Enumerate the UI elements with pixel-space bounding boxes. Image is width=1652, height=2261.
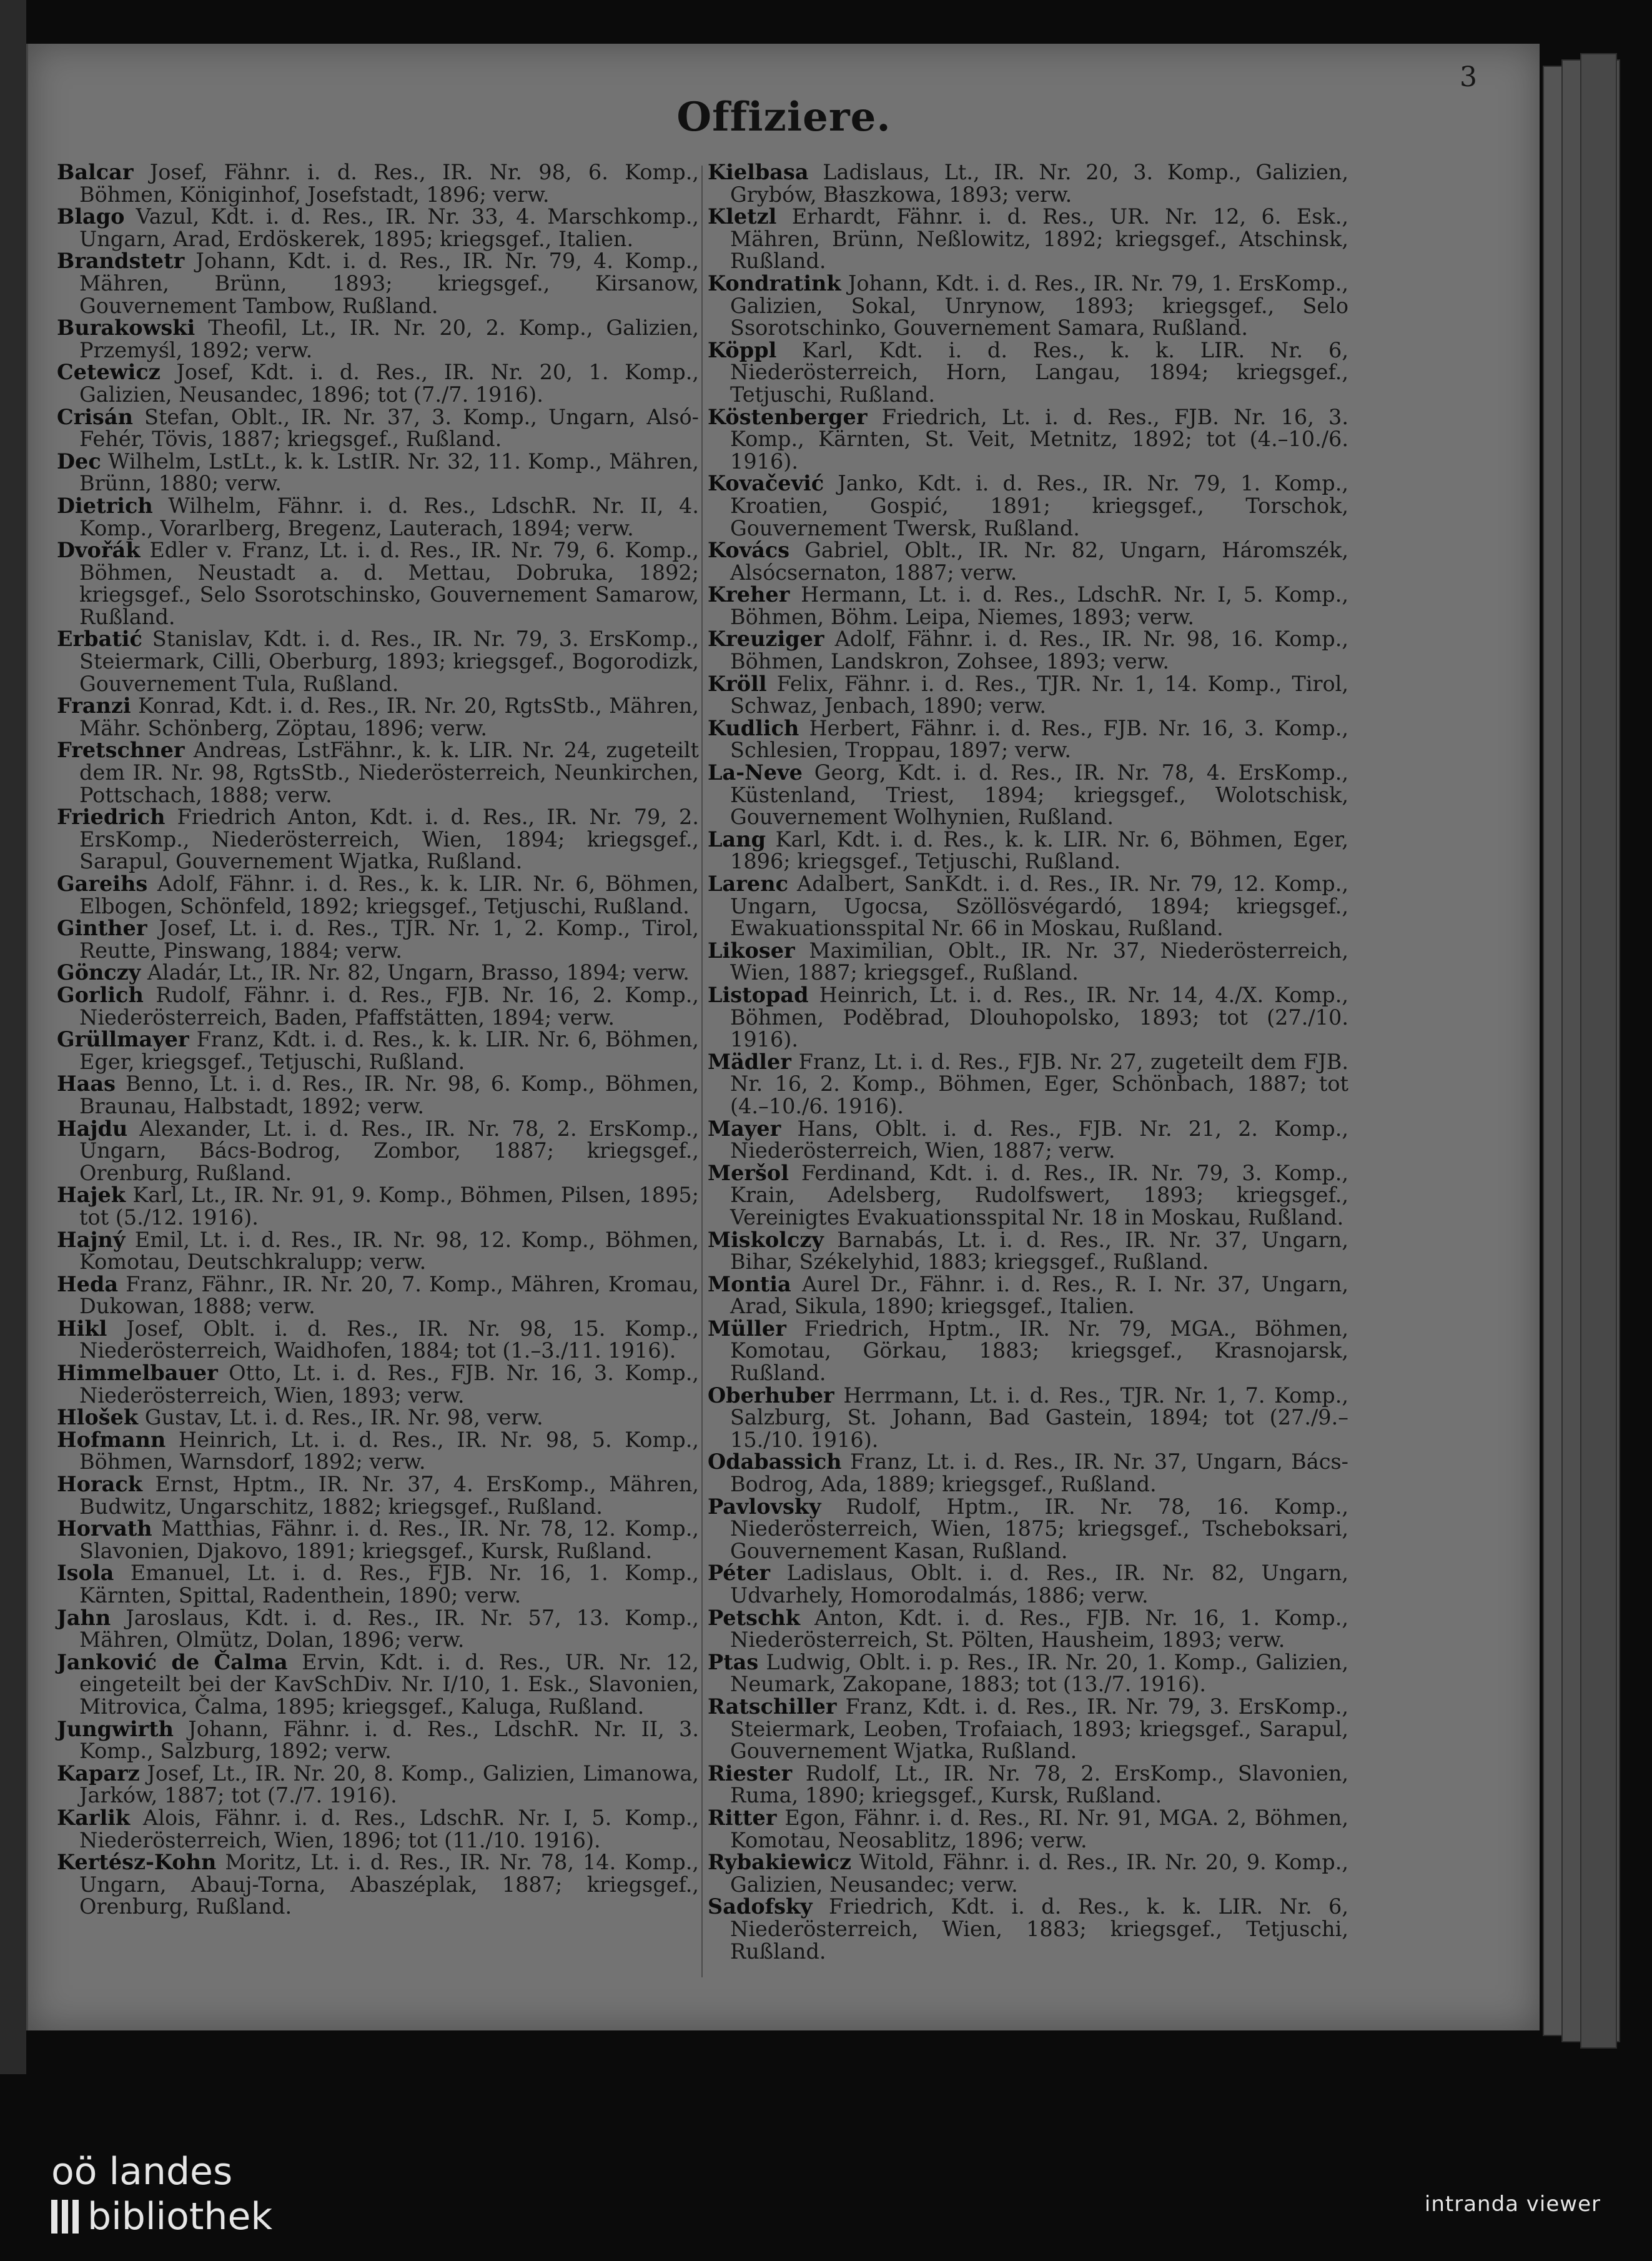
officer-name: Kaparz (57, 1761, 140, 1786)
officer-details: Moritz, Lt. i. d. Res., IR. Nr. 78, 14. Komp., Ungarn, Abauj-Torna, Abaszéplak, 1887; kriegsgef., Orenburg, Rußland. (79, 1850, 699, 1919)
officer-name: La-Neve (708, 760, 803, 785)
officer-entry (708, 1118, 1348, 1162)
officer-name: Larenc (708, 872, 788, 896)
officer-name: Franzi (57, 693, 131, 718)
viewer-label[interactable]: intranda viewer (1424, 2192, 1601, 2217)
officer-entry (57, 1184, 699, 1228)
officer-details: Emil, Lt. i. d. Res., IR. Nr. 98, 12. Komp., Böhmen, Komotau, Deutschkralupp; verw. (79, 1227, 699, 1275)
officer-name: Kröll (708, 671, 767, 696)
officer-details: Karl, Kdt. i. d. Res., k. k. LIR. Nr. 6, Niederösterreich, Horn, Langau, 1894; kriegsgef., Tetjuschi, Rußland. (730, 337, 1348, 407)
officer-entry (708, 1273, 1348, 1318)
officer-entry (57, 917, 699, 962)
officer-name: Jahn (57, 1605, 111, 1630)
officer-details: Ladislaus, Lt., IR. Nr. 20, 3. Komp., Galizien, Grybów, Błaszkowa, 1893; verw. (730, 160, 1348, 207)
officer-details: Wilhelm, LstLt., k. k. LstIR. Nr. 32, 11. Komp., Mähren, Brünn, 1880; verw. (79, 449, 699, 496)
officer-name: Gönczy (57, 960, 141, 985)
officer-entry (708, 873, 1348, 940)
officer-name: Kreher (708, 582, 790, 607)
officer-entry (57, 1406, 699, 1429)
officer-entry (708, 762, 1348, 828)
officer-name: Hikl (57, 1316, 107, 1341)
officer-details: Matthias, Fähnr. i. d. Res., IR. Nr. 78, 12. Komp., Slavonien, Djakovo, 1891; kriegsgef., Kursk, Rußland. (79, 1516, 699, 1563)
officer-entry (57, 984, 699, 1028)
officer-details: Ludwig, Oblt. i. p. Res., IR. Nr. 20, 1. Komp., Galizien, Neumark, Zakopane, 1883; tot (13./7. 1916). (730, 1649, 1348, 1697)
officer-details: Josef, Oblt. i. d. Res., IR. Nr. 98, 15. Komp., Niederösterreich, Waidhofen, 1884; tot (1.–3./11. 1916). (79, 1316, 699, 1363)
officer-details: Karl, Lt., IR. Nr. 91, 9. Komp., Böhmen, Pilsen, 1895; tot (5./12. 1916). (79, 1183, 699, 1230)
officer-entry (708, 1229, 1348, 1273)
officer-entry (57, 250, 699, 317)
officer-details: Edler v. Franz, Lt. i. d. Res., IR. Nr. 79, 6. Komp., Böhmen, Neustadt a. d. Mettau, Dobruka, 1892; kriegsgef., Selo Ssorotschinsko, Gouvernement Samarow, Rußland. (79, 538, 699, 629)
officer-name: Hofmann (57, 1427, 166, 1452)
officer-entry (57, 1807, 699, 1851)
officer-name: Jungwirth (57, 1716, 174, 1741)
officer-entry (708, 940, 1348, 984)
officer-details: Vazul, Kdt. i. d. Res., IR. Nr. 33, 4. Marschkomp., Ungarn, Arad, Erdöskerek, 1895; kriegsgef., Italien. (79, 204, 699, 251)
officer-details: Johann, Fähnr. i. d. Res., LdschR. Nr. II, 3. Komp., Salzburg, 1892; verw. (79, 1716, 699, 1764)
officer-name: Montia (708, 1271, 791, 1296)
officer-name: Haas (57, 1071, 116, 1096)
officer-details: Herbert, Fähnr. i. d. Res., FJB. Nr. 16, 3. Komp., Schlesien, Troppau, 1897; verw. (730, 715, 1348, 763)
officer-entry (57, 1073, 699, 1117)
scan-left-edge (0, 0, 26, 2074)
officer-name: Balcar (57, 160, 134, 184)
officer-details: Alexander, Lt. i. d. Res., IR. Nr. 78, 2. ErsKomp., Ungarn, Bács-Bodrog, Zombor, 1887; kriegsgef., Orenburg, Rußland. (79, 1116, 699, 1185)
officer-details: Alois, Fähnr. i. d. Res., LdschR. Nr. I, 5. Komp., Niederösterreich, Wien, 1896; tot (11./10. 1916). (79, 1805, 699, 1852)
officer-details: Adolf, Fähnr. i. d. Res., k. k. LIR. Nr. 6, Böhmen, Elbogen, Schönfeld, 1892; kriegsgef., Tetjuschi, Rußland. (79, 872, 699, 918)
officer-entry (57, 1562, 699, 1606)
officer-entry (57, 317, 699, 361)
officer-entry (708, 1318, 1348, 1384)
officer-details: Stanislav, Kdt. i. d. Res., IR. Nr. 79, 3. ErsKomp., Steiermark, Cilli, Oberburg, 1893; kriegsgef., Bogorodizk, Gouvernement Tula, Rußland. (79, 627, 699, 696)
officer-details: Ferdinand, Kdt. i. d. Res., IR. Nr. 79, 3. Komp., Krain, Adelsberg, Rudolfswert, 1893; kriegsgef., Vereinigtes Evakuationsspital Nr. 18 in Moskau, Rußland. (730, 1160, 1348, 1230)
officer-name: Kovács (708, 538, 790, 563)
officer-entry (708, 673, 1348, 717)
left-column (57, 161, 699, 1918)
officer-entry (57, 1229, 699, 1273)
officer-details: Heinrich, Lt. i. d. Res., IR. Nr. 14, 4./X. Komp., Böhmen, Poděbrad, Dlouhopolsko, 1893; tot (27./10. 1916). (730, 982, 1348, 1052)
stacked-page-edge (1580, 53, 1617, 2049)
officer-details: Franz, Kdt. i. d. Res., k. k. LIR. Nr. 6, Böhmen, Eger, kriegsgef., Tetjuschi, Rußland. (79, 1027, 699, 1074)
officer-details: Rudolf, Hptm., IR. Nr. 78, 16. Komp., Niederösterreich, Wien, 1875; kriegsgef., Tscheboksari, Gouvernement Kasan, Rußland. (730, 1494, 1348, 1563)
officer-entry (57, 1362, 699, 1406)
officer-details: Benno, Lt. i. d. Res., IR. Nr. 98, 6. Komp., Böhmen, Braunau, Halbstadt, 1892; verw. (79, 1071, 699, 1118)
officer-entry (57, 1651, 699, 1718)
officer-entry (708, 1896, 1348, 1962)
officer-details: Adalbert, SanKdt. i. d. Res., IR. Nr. 79, 12. Komp., Ungarn, Ugocsa, Szöllösvégardó, 1894; kriegsgef., Ewakuationsspital Nr. 66 in Moskau, Rußland. (730, 872, 1348, 941)
logo-line1: oö landes (51, 2150, 233, 2194)
officer-details: Franz, Kdt. i. d. Res., IR. Nr. 79, 3. ErsKomp., Steiermark, Leoben, Trofaiach, 1893; kriegsgef., Sarapul, Gouvernement Wjatka, Rußland. (730, 1694, 1348, 1764)
officer-entry (57, 695, 699, 739)
officer-entry (708, 1051, 1348, 1118)
officer-details: Rudolf, Fähnr. i. d. Res., FJB. Nr. 16, 2. Komp., Niederösterreich, Baden, Pfaffstätten, 1894; verw. (79, 982, 699, 1030)
officer-name: Köstenberger (708, 404, 868, 429)
officer-entry (57, 962, 699, 984)
officer-name: Heda (57, 1271, 119, 1296)
officer-details: Emanuel, Lt. i. d. Res., FJB. Nr. 16, 1. Komp., Kärnten, Spittal, Radenthein, 1890; verw. (79, 1561, 699, 1608)
officer-details: Felix, Fähnr. i. d. Res., TJR. Nr. 1, 14. Komp., Tirol, Schwaz, Jenbach, 1890; verw. (730, 671, 1348, 718)
officer-details: Karl, Kdt. i. d. Res., k. k. LIR. Nr. 6, Böhmen, Eger, 1896; kriegsgef., Tetjuschi, Rußland. (730, 827, 1348, 874)
officer-name: Ratschiller (708, 1694, 837, 1719)
officer-entry (708, 1696, 1348, 1762)
officer-details: Heinrich, Lt. i. d. Res., IR. Nr. 98, 5. Komp., Böhmen, Warnsdorf, 1892; verw. (79, 1427, 699, 1474)
officer-entry (57, 1318, 699, 1362)
officer-entry (708, 161, 1348, 206)
officer-name: Péter (708, 1561, 771, 1586)
officer-name: Meršol (708, 1160, 789, 1185)
officer-entry (57, 873, 699, 917)
officer-entry (57, 1518, 699, 1562)
officer-name: Kertész-Kohn (57, 1850, 217, 1875)
officer-entry (57, 628, 699, 695)
officer-entry (57, 406, 699, 450)
officer-entry (57, 1718, 699, 1762)
officer-entry (708, 1851, 1348, 1896)
officer-name: Janković de Čalma (57, 1649, 288, 1674)
officer-details: Franz, Fähnr., IR. Nr. 20, 7. Komp., Mähren, Kromau, Dukowan, 1888; verw. (79, 1271, 699, 1319)
officer-name: Hajdu (57, 1116, 128, 1141)
officer-name: Pavlovsky (708, 1494, 821, 1519)
officer-entry (57, 739, 699, 806)
officer-entry (708, 717, 1348, 762)
officer-details: Erhardt, Fähnr. i. d. Res., UR. Nr. 12, 6. Esk., Mähren, Brünn, Neßlowitz, 1892; kriegsgef., Atschinsk, Rußland. (730, 204, 1348, 274)
officer-name: Likoser (708, 938, 795, 963)
officer-name: Mayer (708, 1116, 781, 1141)
officer-name: Brandstetr (57, 249, 185, 274)
officer-details: Wilhelm, Fähnr. i. d. Res., LdschR. Nr. II, 4. Komp., Vorarlberg, Bregenz, Lauterach, 1894; verw. (79, 493, 699, 540)
officer-entry (708, 1651, 1348, 1696)
officer-entry (57, 1273, 699, 1318)
officer-details: Andreas, LstFähnr., k. k. LIR. Nr. 24, zugeteilt dem IR. Nr. 98, RgtsStb., Niederösterreich, Neunkirchen, Pottschach, 1888; verw. (79, 738, 699, 807)
officer-details: Josef, Lt. i. d. Res., TJR. Nr. 1, 2. Komp., Tirol, Reutte, Pinswang, 1884; verw. (79, 916, 699, 963)
officer-details: Johann, Kdt. i. d. Res., IR. Nr. 79, 4. Komp., Mähren, Brünn, 1893; kriegsgef., Kirsanow, Gouvernement Tambow, Rußland. (79, 249, 699, 318)
officer-entry (57, 206, 699, 250)
officer-name: Ritter (708, 1805, 777, 1830)
officer-name: Kielbasa (708, 160, 809, 184)
officer-entry (708, 628, 1348, 672)
officer-entry (708, 984, 1348, 1051)
officer-details: Otto, Lt. i. d. Res., FJB. Nr. 16, 3. Komp., Niederösterreich, Wien, 1893; verw. (79, 1361, 699, 1408)
officer-name: Odabassich (708, 1449, 842, 1474)
officer-entry (708, 272, 1348, 339)
officer-entry (708, 1807, 1348, 1851)
officer-name: Kudlich (708, 715, 799, 740)
officer-name: Köppl (708, 337, 777, 362)
officer-name: Hajný (57, 1227, 126, 1252)
officer-details: Maximilian, Oblt., IR. Nr. 37, Niederösterreich, Wien, 1887; kriegsgef., Rußland. (730, 938, 1348, 985)
officer-entry (708, 828, 1348, 873)
officer-details: Janko, Kdt. i. d. Res., IR. Nr. 79, 1. Komp., Kroatien, Gospić, 1891; kriegsgef., Torschok, Gouvernement Twersk, Rußland. (730, 471, 1348, 540)
officer-details: Anton, Kdt. i. d. Res., FJB. Nr. 16, 1. Komp., Niederösterreich, St. Pölten, Hausheim, 1893; verw. (730, 1605, 1348, 1652)
library-logo[interactable] (51, 2149, 272, 2239)
officer-entry (57, 161, 699, 206)
officer-details: Franz, Lt. i. d. Res., FJB. Nr. 27, zugeteilt dem FJB. Nr. 16, 2. Komp., Böhmen, Eger, Schönbach, 1887; tot (4.–10./6. 1916). (730, 1049, 1348, 1118)
officer-details: Witold, Fähnr. i. d. Res., IR. Nr. 20, 9. Komp., Galizien, Neusandec; verw. (730, 1850, 1348, 1897)
officer-entry (708, 206, 1348, 272)
logo-bars-icon (51, 2200, 79, 2234)
right-column (708, 161, 1348, 1962)
officer-entry (57, 1473, 699, 1518)
officer-entry (57, 1028, 699, 1073)
officer-name: Hlošek (57, 1405, 139, 1430)
officer-name: Oberhuber (708, 1383, 834, 1408)
officer-details: Hermann, Lt. i. d. Res., LdschR. Nr. I, 5. Komp., Böhmen, Böhm. Leipa, Niemes, 1893; verw. (730, 582, 1348, 629)
officer-name: Isola (57, 1561, 114, 1586)
officer-name: Grüllmayer (57, 1027, 189, 1052)
officer-name: Riester (708, 1761, 793, 1786)
officer-entry (57, 495, 699, 539)
column-divider (701, 166, 703, 1977)
officer-details: Adolf, Fähnr. i. d. Res., IR. Nr. 98, 16. Komp., Böhmen, Landskron, Zohsee, 1893; verw. (730, 627, 1348, 674)
officer-details: Hans, Oblt. i. d. Res., FJB. Nr. 21, 2. Komp., Niederösterreich, Wien, 1887; verw. (730, 1116, 1348, 1163)
officer-details: Stefan, Oblt., IR. Nr. 37, 3. Komp., Ungarn, Alsó-Fehér, Tövis, 1887; kriegsgef., Rußland. (79, 404, 699, 452)
officer-entry (708, 406, 1348, 473)
officer-details: Josef, Kdt. i. d. Res., IR. Nr. 20, 1. Komp., Galizien, Neusandec, 1896; tot (7./7. 1916). (79, 360, 699, 407)
officer-name: Gorlich (57, 982, 144, 1007)
scanned-page (26, 44, 1540, 2030)
officer-name: Petschk (708, 1605, 800, 1630)
officer-name: Mädler (708, 1049, 791, 1074)
page-title: Offiziere. (676, 94, 891, 141)
officer-details: Friedrich, Lt. i. d. Res., FJB. Nr. 16, 3. Komp., Kärnten, St. Veit, Metnitz, 1892; tot (4.–10./6. 1916). (730, 404, 1348, 474)
officer-entry (708, 1451, 1348, 1495)
officer-name: Dvořák (57, 538, 141, 563)
officer-name: Rybakiewicz (708, 1850, 852, 1875)
officer-entry (57, 539, 699, 628)
officer-entry (57, 361, 699, 405)
officer-name: Burakowski (57, 316, 195, 340)
officer-details: Theofil, Lt., IR. Nr. 20, 2. Komp., Galizien, Przemyśl, 1892; verw. (79, 316, 699, 362)
officer-name: Ptas (708, 1649, 759, 1674)
officer-details: Franz, Lt. i. d. Res., IR. Nr. 37, Ungarn, Bács-Bodrog, Ada, 1889; kriegsgef., Rußland. (730, 1449, 1348, 1497)
officer-name: Sadofsky (708, 1894, 813, 1919)
officer-name: Blago (57, 204, 125, 229)
officer-name: Kreuziger (708, 627, 824, 652)
officer-entry (57, 1607, 699, 1651)
officer-entry (57, 1762, 699, 1807)
officer-name: Fretschner (57, 738, 185, 763)
officer-details: Ervin, Kdt. i. d. Res., UR. Nr. 12, eingeteilt bei der KavSchDiv. Nr. I/10, 1. Esk., Slavonien, Mitrovica, Čalma, 1895; kriegsgef., Kaluga, Rußland. (79, 1649, 699, 1719)
officer-details: Herrmann, Lt. i. d. Res., TJR. Nr. 1, 7. Komp., Salzburg, St. Johann, Bad Gastein, 1894; tot (27./9.–15./10. 1916). (730, 1383, 1348, 1452)
officer-name: Cetewicz (57, 360, 161, 385)
officer-details: Friedrich, Kdt. i. d. Res., k. k. LIR. Nr. 6, Niederösterreich, Wien, 1883; kriegsgef., Tetjuschi, Rußland. (730, 1894, 1348, 1964)
officer-details: Gabriel, Oblt., IR. Nr. 82, Ungarn, Háromszék, Alsócsernaton, 1887; verw. (730, 538, 1348, 585)
officer-details: Josef, Fähnr. i. d. Res., IR. Nr. 98, 6. Komp., Böhmen, Königinhof, Josefstadt, 1896; verw. (79, 160, 699, 207)
officer-details: Ladislaus, Oblt. i. d. Res., IR. Nr. 82, Ungarn, Udvarhely, Homorodalmás, 1886; verw. (730, 1561, 1348, 1608)
officer-name: Kondratink (708, 271, 841, 296)
officer-entry (57, 1429, 699, 1473)
page-number: 3 (1460, 61, 1477, 93)
officer-name: Dietrich (57, 493, 153, 518)
officer-details: Egon, Fähnr. i. d. Res., RI. Nr. 91, MGA. 2, Böhmen, Komotau, Neosablitz, 1896; verw. (730, 1805, 1348, 1852)
officer-name: Lang (708, 827, 766, 852)
officer-entry (57, 1118, 699, 1185)
officer-details: Friedrich Anton, Kdt. i. d. Res., IR. Nr. 79, 2. ErsKomp., Niederösterreich, Wien, 1894; kriegsgef., Sarapul, Gouvernement Wjatka, Rußland. (79, 805, 699, 874)
officer-entry (57, 806, 699, 873)
officer-name: Gareihs (57, 872, 148, 896)
officer-entry (708, 472, 1348, 539)
officer-details: Friedrich, Hptm., IR. Nr. 79, MGA., Böhmen, Komotau, Görkau, 1883; kriegsgef., Krasnojarsk, Rußland. (730, 1316, 1348, 1386)
officer-details: Jaroslaus, Kdt. i. d. Res., IR. Nr. 57, 13. Komp., Mähren, Olmütz, Dolan, 1896; verw. (79, 1605, 699, 1652)
officer-name: Crisán (57, 404, 133, 429)
officer-name: Kletzl (708, 204, 777, 229)
officer-details: Ernst, Hptm., IR. Nr. 37, 4. ErsKomp., Mähren, Budwitz, Ungarschitz, 1882; kriegsgef., Rußland. (79, 1472, 699, 1519)
officer-details: Aladár, Lt., IR. Nr. 82, Ungarn, Brasso, 1894; verw. (141, 960, 690, 985)
officer-entry (57, 1851, 699, 1918)
officer-entry (708, 1162, 1348, 1229)
officer-entry (708, 339, 1348, 406)
officer-entry (708, 539, 1348, 584)
officer-name: Erbatić (57, 627, 142, 652)
officer-name: Horvath (57, 1516, 152, 1541)
officer-name: Hajek (57, 1183, 126, 1208)
officer-details: Konrad, Kdt. i. d. Res., IR. Nr. 20, RgtsStb., Mähren, Mähr. Schönberg, Zöptau, 1896; verw. (79, 693, 699, 740)
officer-details: Josef, Lt., IR. Nr. 20, 8. Komp., Galizien, Limanowa, Jarków, 1887; tot (7./7. 1916). (79, 1761, 699, 1808)
officer-entry (708, 1384, 1348, 1451)
officer-name: Ginther (57, 916, 147, 941)
officer-details: Georg, Kdt. i. d. Res., IR. Nr. 78, 4. ErsKomp., Küstenland, Triest, 1894; kriegsgef., Wolotschisk, Gouvernement Wolhynien, Rußland. (730, 760, 1348, 830)
officer-entry (708, 1762, 1348, 1807)
officer-entry (57, 450, 699, 495)
officer-name: Dec (57, 449, 101, 474)
officer-name: Listopad (708, 982, 809, 1007)
officer-details: Johann, Kdt. i. d. Res., IR. Nr. 79, 1. ErsKomp., Galizien, Sokal, Unrynow, 1893; kriegsgef., Selo Ssorotschinko, Gouvernement Samara, Rußland. (730, 271, 1348, 340)
officer-details: Rudolf, Lt., IR. Nr. 78, 2. ErsKomp., Slavonien, Ruma, 1890; kriegsgef., Kursk, Rußland. (730, 1761, 1348, 1808)
officer-name: Miskolczy (708, 1227, 824, 1252)
officer-entry (708, 584, 1348, 628)
officer-details: Gustav, Lt. i. d. Res., IR. Nr. 98, verw. (138, 1405, 543, 1430)
officer-name: Himmelbauer (57, 1361, 218, 1386)
officer-name: Müller (708, 1316, 786, 1341)
officer-details: Barnabás, Lt. i. d. Res., IR. Nr. 37, Ungarn, Bihar, Székelyhid, 1883; kriegsgef., Rußland. (730, 1227, 1348, 1275)
officer-name: Friedrich (57, 805, 166, 830)
officer-entry (708, 1562, 1348, 1606)
officer-name: Horack (57, 1472, 142, 1497)
logo-line2: bibliothek (87, 2195, 273, 2239)
officer-details: Aurel Dr., Fähnr. i. d. Res., R. I. Nr. 37, Ungarn, Arad, Sikula, 1890; kriegsgef., Italien. (730, 1271, 1348, 1319)
officer-entry (708, 1496, 1348, 1563)
officer-entry (708, 1607, 1348, 1651)
officer-name: Kovačević (708, 471, 824, 496)
officer-name: Karlik (57, 1805, 131, 1830)
